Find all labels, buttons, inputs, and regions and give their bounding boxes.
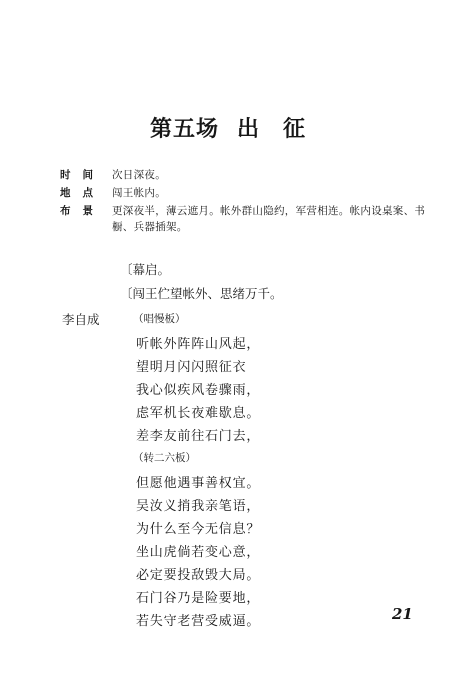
stage-direction-gaze: 〔闯王伫望帐外、思绪万千。 (120, 286, 283, 301)
verse-line: 必定要投敌毁大局。 (136, 568, 261, 583)
verse-line: 望明月闪闪照征衣 (136, 360, 247, 375)
verse-line: 坐山虎倘若变心意， (136, 545, 261, 560)
verse-line: 听帐外阵阵山风起， (136, 337, 261, 352)
info-value-place: 闯王帐内。 (112, 187, 166, 199)
info-value-scenery: 更深夜半，薄云遮月。帐外群山隐约，军营相连。帐内设桌案、书橱、兵器插架。 (112, 205, 426, 233)
info-label-scenery: 布景 (60, 205, 105, 217)
verse-line: 我心似疾风卷骤雨， (136, 383, 261, 398)
speaker-name: 李自成 (62, 312, 100, 327)
info-value-time: 次日深夜。 (112, 169, 166, 181)
singing-mode-fast: （转二六板） (133, 452, 196, 464)
verse-line: 石门谷乃是险要地， (136, 591, 261, 606)
verse-line: 但愿他遇事善权宜。 (136, 476, 261, 491)
page-number: 21 (392, 605, 413, 623)
verse-line: 若失守老营受威逼。 (136, 614, 261, 629)
verse-line: 为什么至今无信息？ (136, 522, 261, 537)
singing-mode-slow: （唱慢板） (133, 313, 186, 325)
info-label-time: 时间 (60, 169, 105, 181)
scene-title (150, 112, 330, 143)
info-label-place: 地点 (60, 187, 105, 199)
verse-line: 吴汝义捎我亲笔语， (136, 499, 261, 514)
scene-name: 出 征 (237, 116, 307, 142)
scene-number: 第五场 (150, 116, 220, 142)
verse-line: 虑军机长夜难歇息。 (136, 406, 261, 421)
verse-line: 差李友前往石门去， (136, 429, 261, 444)
stage-direction-curtain: 〔幕启。 (120, 262, 171, 277)
